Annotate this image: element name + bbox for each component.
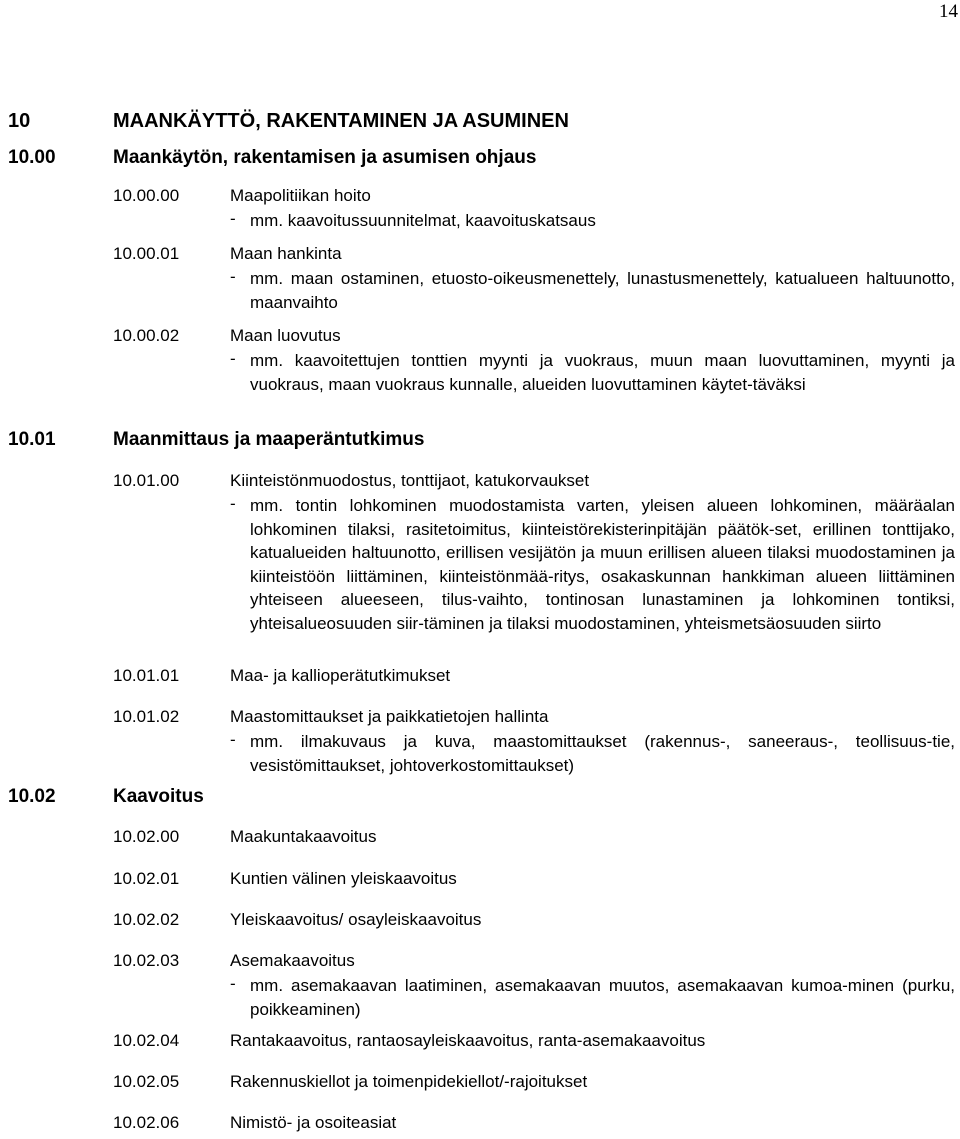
entry-code: 10.02.03 (113, 951, 180, 970)
entry-dash: - (230, 267, 236, 286)
entry-dash: - (230, 730, 236, 749)
page-number: 14 (939, 1, 958, 22)
section-number: 10.00 (8, 147, 56, 168)
entry-name: Maapolitiikan hoito (230, 186, 371, 205)
entry-description: mm. ilmakuvaus ja kuva, maastomittaukset (rakennus-, saneeraus-, teollisuus-tie, vesistömittaukset, johtoverkostomittaukset) (250, 732, 955, 775)
main-heading-number: 10 (8, 110, 31, 132)
section-title: Maankäytön, rakentamisen ja asumisen ohjaus (113, 147, 537, 168)
entry-code: 10.00.02 (113, 326, 180, 345)
entry-name: Asemakaavoitus (230, 951, 355, 970)
entry-code: 10.02.00 (113, 827, 180, 846)
entry-code: 10.01.01 (113, 666, 180, 685)
entry-code: 10.00.00 (113, 186, 180, 205)
entry-description: mm. kaavoitettujen tonttien myynti ja vuokraus, muun maan luovuttaminen, myynti ja vuokraus, maan vuokraus kunnalle, alueiden luovuttaminen käytet-täväksi (250, 351, 955, 394)
entry-code: 10.02.02 (113, 910, 180, 929)
entry-name: Rantakaavoitus, rantaosayleiskaavoitus, ranta-asemakaavoitus (230, 1031, 706, 1050)
entry-description: mm. kaavoitussuunnitelmat, kaavoituskatsaus (250, 211, 596, 230)
entry-description: mm. maan ostaminen, etuosto-oikeusmenettely, lunastusmenettely, katualueen haltuunotto, maanvaihto (250, 269, 955, 312)
entry-dash: - (230, 494, 236, 513)
section-title: Kaavoitus (113, 786, 204, 807)
entry-code: 10.02.04 (113, 1031, 180, 1050)
main-heading-title: MAANKÄYTTÖ, RAKENTAMINEN JA ASUMINEN (113, 110, 569, 132)
entry-name: Kiinteistönmuodostus, tonttijaot, katukorvaukset (230, 471, 590, 490)
entry-description: mm. asemakaavan laatiminen, asemakaavan muutos, asemakaavan kumoa-minen (purku, poikkeaminen) (250, 976, 955, 1019)
entry-name: Nimistö- ja osoiteasiat (230, 1113, 397, 1132)
entry-description: mm. tontin lohkominen muodostamista varten, yleisen alueen lohkominen, määräalan lohkominen tilaksi, rasitetoimitus, kiinteistörekisterinpitäjän päätök-set, erillinen tonttijako, katualueiden haltuunotto, erillisen vesijätön ja muun erillisen alueen tilaksi muodostaminen ja kiinteistöön liittäminen, kiinteistönmää-ritys, osakaskunnan hankkiman alueen liittäminen yhteiseen alueeseen, tilus-vaihto, tontinosan lunastaminen ja lohkominen tontiksi, yhteisalueosuuden siir-täminen ja tilaksi muodostaminen, yhteismetsäosuuden siirto (250, 496, 955, 633)
entry-name: Maan luovutus (230, 326, 341, 345)
entry-dash: - (230, 349, 236, 368)
entry-code: 10.01.02 (113, 707, 180, 726)
section-number: 10.01 (8, 429, 56, 450)
entry-name: Maa- ja kallioperätutkimukset (230, 666, 451, 685)
entry-code: 10.02.06 (113, 1113, 180, 1132)
entry-name: Maan hankinta (230, 244, 342, 263)
entry-dash: - (230, 209, 236, 228)
entry-code: 10.02.05 (113, 1072, 180, 1091)
entry-code: 10.01.00 (113, 471, 180, 490)
entry-dash: - (230, 974, 236, 993)
entry-name: Kuntien välinen yleiskaavoitus (230, 869, 457, 888)
entry-name: Maakuntakaavoitus (230, 827, 377, 846)
entry-name: Maastomittaukset ja paikkatietojen hallinta (230, 707, 549, 726)
section-title: Maanmittaus ja maaperäntutkimus (113, 429, 425, 450)
entry-name: Yleiskaavoitus/ osayleiskaavoitus (230, 910, 482, 929)
section-number: 10.02 (8, 786, 56, 807)
entry-code: 10.00.01 (113, 244, 180, 263)
entry-name: Rakennuskiellot ja toimenpidekiellot/-rajoitukset (230, 1072, 588, 1091)
entry-code: 10.02.01 (113, 869, 180, 888)
